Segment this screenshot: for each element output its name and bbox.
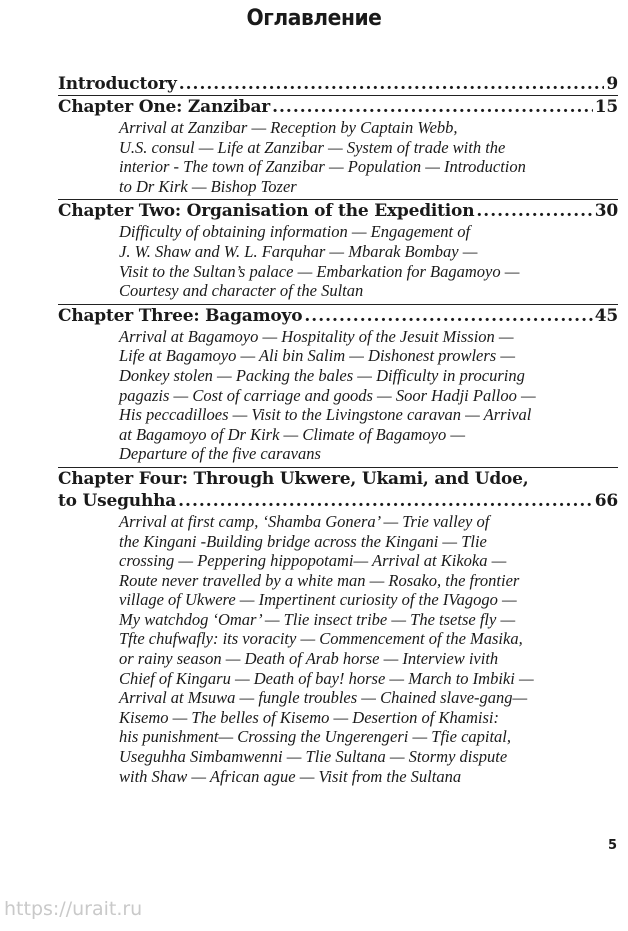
- description-line: Arrival at Bagamoyo — Hospitality of the Jesuit Mission —: [119, 326, 514, 346]
- toc-entry-title: to Useguhha: [58, 490, 177, 511]
- description-line: Departure of the five caravans: [119, 444, 321, 464]
- toc-entry-title-line1[interactable]: Chapter Four: Through Ukwere, Ukami, and Udoe,: [58, 468, 529, 489]
- description-line: Courtesy and character of the Sultan: [119, 281, 364, 301]
- toc-entry-description: [119, 327, 578, 467]
- description-line: His peccadilloes — Visit to the Livingstone caravan — Arrival: [119, 405, 532, 425]
- toc-entry-description: [119, 512, 578, 789]
- description-line: Useguhha Simbamwenni — Tlie Sultana — Stormy dispute: [119, 747, 508, 767]
- toc-entry-description: [119, 222, 578, 303]
- page-number: 5: [608, 838, 618, 853]
- toc-entry-chapter-three: [58, 304, 618, 467]
- toc-entry-page: 9: [606, 74, 618, 94]
- toc-entry-heading[interactable]: [58, 490, 618, 512]
- description-line: pagazis — Cost of carriage and goods — Soor Hadji Palloo —: [119, 385, 536, 405]
- description-line: Arrival at Zanzibar — Reception by Captain Webb,: [119, 118, 458, 137]
- toc-entry-page: 66: [594, 490, 618, 511]
- table-of-contents: [58, 73, 618, 789]
- description-line: J. W. Shaw and W. L. Farquhar — Mbarak Bombay —: [119, 241, 478, 261]
- toc-entry-page: 30: [594, 201, 618, 222]
- dot-leader: [476, 200, 592, 222]
- description-line: crossing — Peppering hippopotami— Arrival at Kikoka —: [119, 551, 507, 571]
- description-line: Kisemo — The belles of Kisemo — Desertion of Khamisi:: [119, 707, 499, 727]
- toc-entry-heading[interactable]: [58, 305, 618, 327]
- description-line: My watchdog ‘Omar’ — Tlie insect tribe — The tsetse fly —: [119, 609, 516, 629]
- description-line: Chief of Kingaru — Death of bay! horse — March to Imbiki —: [119, 668, 534, 688]
- toc-entry-introductory: [58, 73, 618, 95]
- dot-leader: [304, 305, 592, 327]
- description-line: his punishment— Crossing the Ungerengeri — Tfie capital,: [119, 727, 512, 747]
- toc-entry-chapter-one: [58, 95, 618, 199]
- description-line: interior - The town of Zanzibar — Population — Introduction: [119, 157, 526, 177]
- description-line: village of Ukwere — Impertinent curiosity of the IVagogo —: [119, 590, 517, 610]
- toc-entry-heading[interactable]: [58, 96, 618, 118]
- description-line: Arrival at first camp, ‘Shamba Gonera’ — Trie valley of: [119, 511, 490, 531]
- toc-entry-title: Introductory: [58, 74, 177, 94]
- description-line: Donkey stolen — Packing the bales — Difficulty in procuring: [119, 365, 525, 385]
- toc-entry-description: [119, 118, 578, 199]
- page-title: Оглавление: [246, 6, 382, 31]
- dot-leader: [179, 73, 605, 95]
- toc-entry-title: Chapter One: Zanzibar: [58, 97, 271, 117]
- toc-entry-heading[interactable]: [58, 73, 618, 95]
- dot-leader: [272, 96, 593, 118]
- toc-entry-title: Chapter Two: Organisation of the Expedition: [58, 201, 475, 222]
- toc-entry-title: Chapter Three: Bagamoyo: [58, 305, 303, 326]
- description-line: or rainy season — Death of Arab horse — Interview ivith: [119, 649, 499, 669]
- watermark-url: https://urait.ru: [4, 898, 143, 920]
- toc-entry-chapter-four: [58, 467, 618, 789]
- description-line: at Bagamoyo of Dr Kirk — Climate of Bagamoyo —: [119, 424, 466, 444]
- description-line: with Shaw — African ague — Visit from the Sultana: [119, 766, 462, 786]
- toc-entry-chapter-two: [58, 199, 618, 303]
- description-line: Route never travelled by a white man — Rosako, the frontier: [119, 570, 520, 590]
- description-line: the Kingani -Building bridge across the Kingani — Tlie: [119, 531, 487, 551]
- description-line: Difficulty of obtaining information — Engagement of: [119, 222, 471, 242]
- description-line: Tfte chufwafly: its voracity — Commencement of the Masika,: [119, 629, 523, 649]
- toc-entry-heading[interactable]: [58, 200, 618, 222]
- description-line: to Dr Kirk — Bishop Tozer: [119, 176, 297, 196]
- description-line: U.S. consul — Life at Zanzibar — System of trade with the: [119, 137, 506, 157]
- dot-leader: [178, 490, 593, 512]
- description-line: Arrival at Msuwa — fungle troubles — Chained slave-gang—: [119, 688, 528, 708]
- toc-entry-page: 15: [594, 97, 618, 117]
- toc-entry-page: 45: [594, 305, 618, 326]
- description-line: Life at Bagamoyo — Ali bin Salim — Dishonest prowlers —: [119, 346, 516, 366]
- description-line: Visit to the Sultan’s palace — Embarkation for Bagamoyo —: [119, 261, 520, 281]
